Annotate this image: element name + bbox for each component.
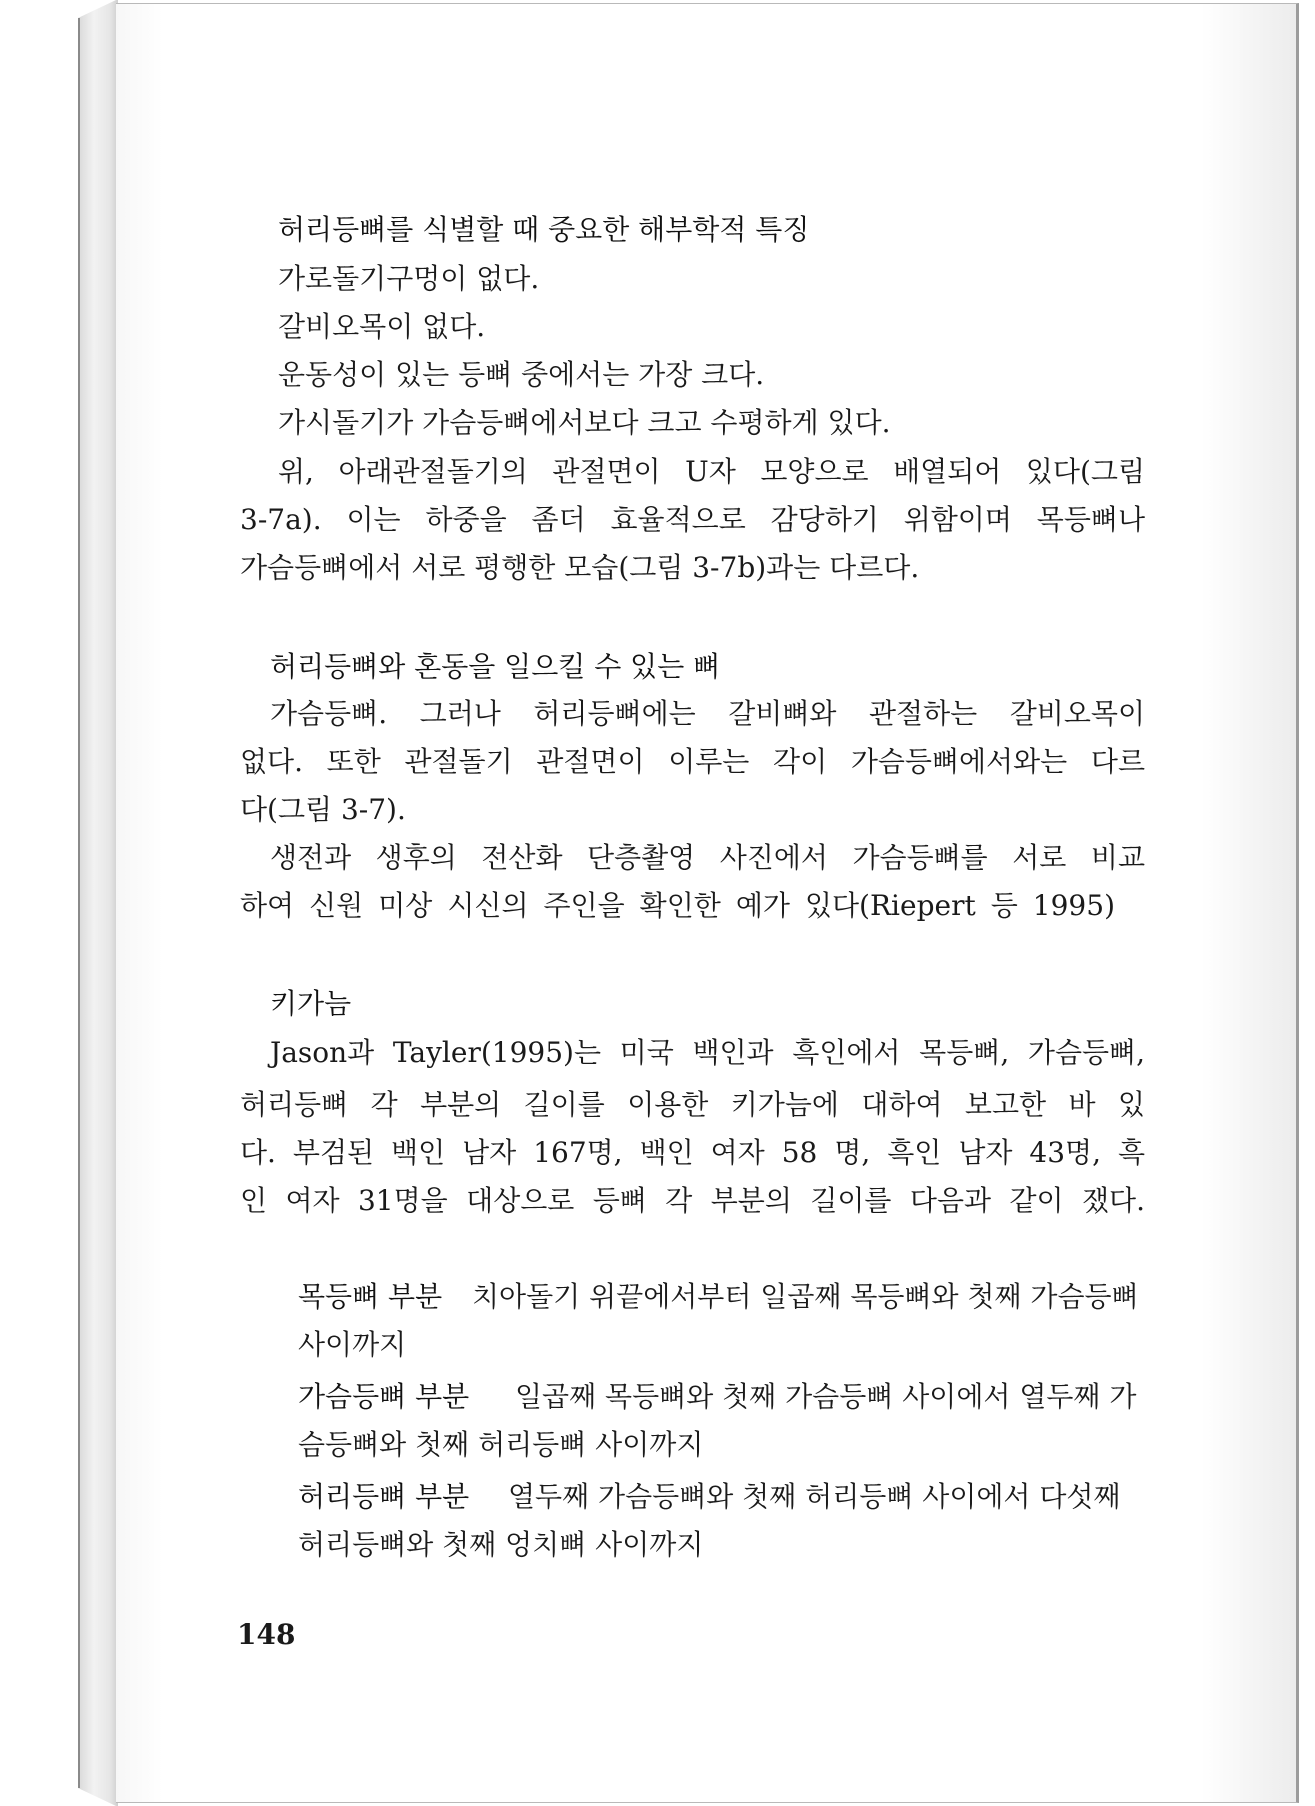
paragraph-line: 인 여자 31명을 대상으로 등뼈 각 부분의 길이를 다음과 같이 쟀다. bbox=[240, 1184, 1145, 1217]
paragraph-line: 생전과 생후의 전산화 단층촬영 사진에서 가슴등뼈를 서로 비교 bbox=[270, 841, 1145, 874]
paragraph-line: 운동성이 있는 등뼈 중에서는 가장 크다. bbox=[278, 358, 765, 391]
page-number: 148 bbox=[237, 1618, 296, 1651]
paragraph-line: 가슴등뼈에서 서로 평행한 모습(그림 3-7b)과는 다르다. bbox=[240, 551, 920, 584]
paragraph-line: 가시돌기가 가슴등뼈에서보다 크고 수평하게 있다. bbox=[278, 406, 891, 439]
paragraph-line: 다(그림 3-7). bbox=[240, 793, 406, 826]
definition-text-continuation: 허리등뼈와 첫째 엉치뼈 사이까지 bbox=[298, 1528, 704, 1561]
paragraph-line: 없다. 또한 관절돌기 관절면이 이루는 각이 가슴등뼈에서와는 다르 bbox=[240, 745, 1145, 778]
definition-text: 일곱째 목등뼈와 첫째 가슴등뼈 사이에서 열두째 가 bbox=[515, 1380, 1137, 1413]
paragraph-line: 3-7a). 이는 하중을 좀더 효율적으로 감당하기 위함이며 목등뼈나 bbox=[240, 503, 1145, 536]
paragraph-line: 하여 신원 미상 시신의 주인을 확인한 예가 있다(Riepert 등 1995) bbox=[240, 889, 1115, 922]
paragraph-line: 다. 부검된 백인 남자 167명, 백인 여자 58 명, 흑인 남자 43명, 흑 bbox=[240, 1136, 1145, 1169]
definition-term: 허리등뼈 부분 bbox=[298, 1480, 470, 1513]
paragraph-line: 갈비오목이 없다. bbox=[278, 310, 486, 343]
paragraph-line: 허리등뼈 각 부분의 길이를 이용한 키가늠에 대하여 보고한 바 있 bbox=[240, 1088, 1145, 1121]
paragraph-line: 위, 아래관절돌기의 관절면이 U자 모양으로 배열되어 있다(그림 bbox=[278, 455, 1145, 488]
definition-text: 치아돌기 위끝에서부터 일곱째 목등뼈와 첫째 가슴등뼈 bbox=[472, 1280, 1139, 1313]
definition-term: 목등뼈 부분 bbox=[298, 1280, 443, 1313]
paragraph-line: 가슴등뼈. 그러나 허리등뼈에는 갈비뼈와 관절하는 갈비오목이 bbox=[270, 697, 1145, 730]
definition-term: 가슴등뼈 부분 bbox=[298, 1380, 470, 1413]
section-heading-stature: 키가늠 bbox=[270, 987, 352, 1020]
section-heading-identification: 허리등뼈를 식별할 때 중요한 해부학적 특징 bbox=[278, 213, 810, 246]
paragraph-line: 가로돌기구멍이 없다. bbox=[278, 262, 540, 295]
definition-text-continuation: 사이까지 bbox=[298, 1328, 407, 1361]
paragraph-line: Jason과 Tayler(1995)는 미국 백인과 흑인에서 목등뼈, 가슴등뼈, bbox=[270, 1036, 1145, 1069]
definition-text: 열두째 가슴등뼈와 첫째 허리등뼈 사이에서 다섯째 bbox=[508, 1480, 1121, 1513]
definition-text-continuation: 슴등뼈와 첫째 허리등뼈 사이까지 bbox=[298, 1428, 704, 1461]
section-heading-confusion: 허리등뼈와 혼동을 일으킬 수 있는 뼈 bbox=[270, 650, 721, 683]
book-spine bbox=[78, 0, 118, 1806]
book-spine-edge bbox=[78, 18, 80, 1788]
